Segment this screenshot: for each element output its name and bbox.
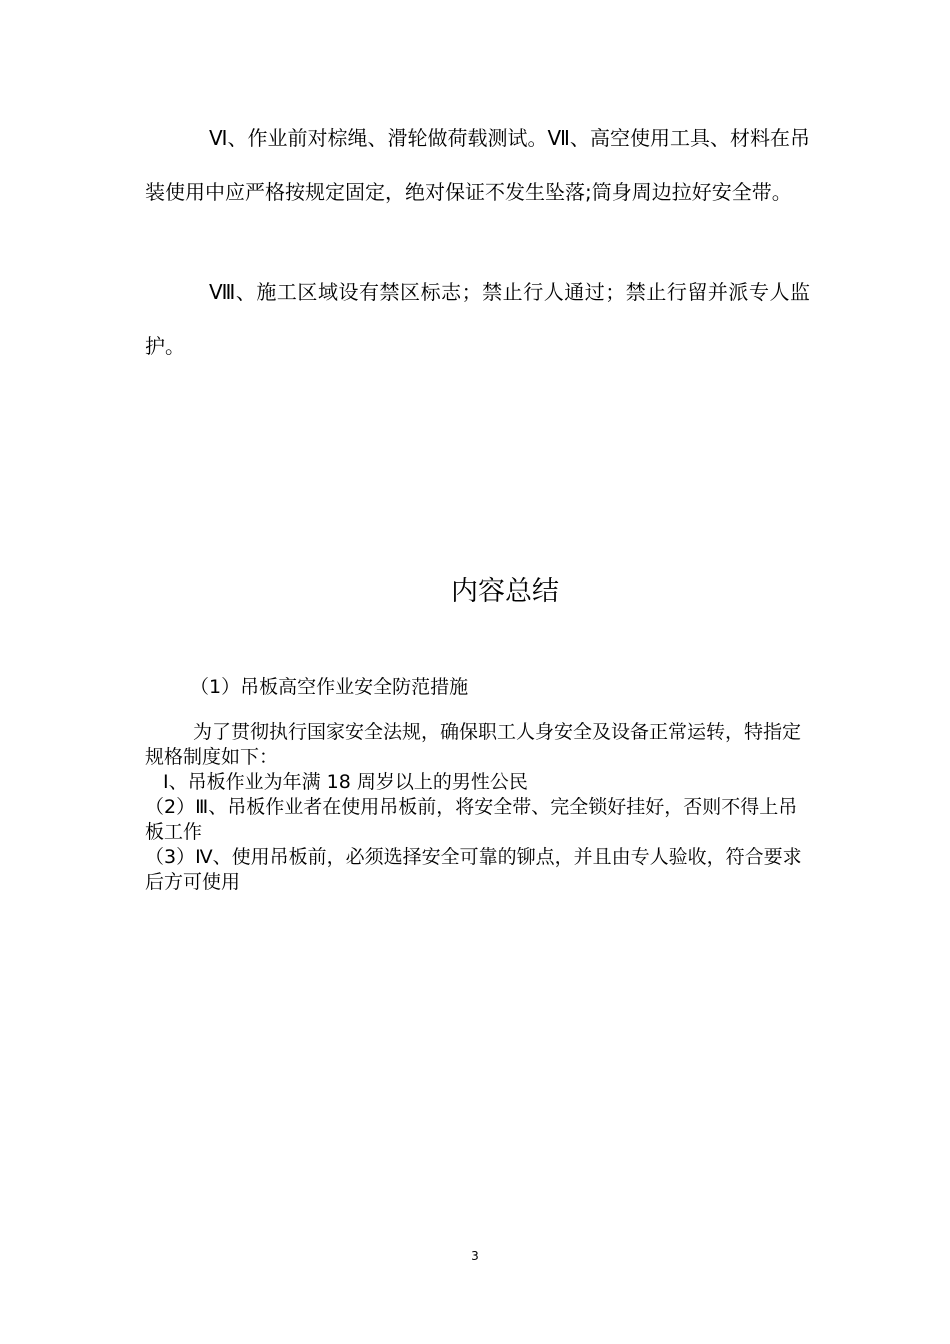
summary-heading: （1）吊板高空作业安全防范措施 [190, 676, 469, 698]
paragraph-text: Ⅷ、施工区域设有禁区标志；禁止行人通过；禁止行留并派专人监护。 [145, 280, 810, 358]
paragraph-text: Ⅵ、作业前对棕绳、滑轮做荷载测试。Ⅶ、高空使用工具、材料在吊装使用中应严格按规定固定，绝对保证不发生坠落;筒身周边拉好安全带。 [145, 126, 810, 204]
paragraph-restricted-area [145, 265, 810, 373]
summary-body [145, 720, 805, 895]
summary-title: 内容总结 [451, 576, 559, 607]
paragraph-safety-testing [145, 111, 810, 219]
summary-line-intro: 为了贯彻执行国家安全法规，确保职工人身安全及设备正常运转，特指定规格制度如下： [145, 721, 802, 768]
summary-line-item: Ⅰ、吊板作业为年满 18 周岁以上的男性公民 [163, 771, 528, 793]
page-number: 3 [471, 1249, 479, 1263]
summary-line-item: （2）Ⅲ、吊板作业者在使用吊板前，将安全带、完全锁好挂好，否则不得上吊板工作 [145, 796, 798, 843]
summary-line-item: （3）Ⅳ、使用吊板前，必须选择安全可靠的铆点，并且由专人验收，符合要求后方可使用 [145, 846, 802, 893]
